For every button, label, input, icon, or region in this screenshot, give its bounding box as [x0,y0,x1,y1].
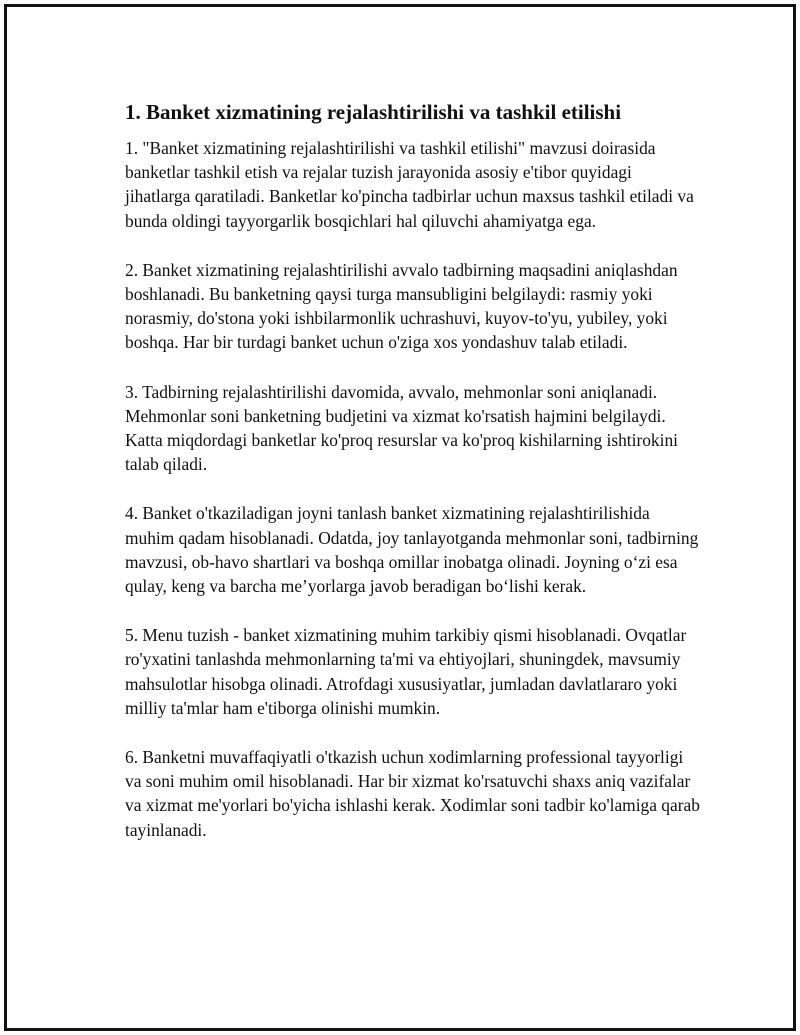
paragraph-6: 6. Banketni muvaffaqiyatli o'tkazish uchun xodimlarning professional tayyorligi va soni muhim omil hisoblanadi. Har bir xizmat ko'rsatuvchi shaxs aniq vazifalar va xizmat me'yorlari bo'yicha ishlashi kerak. Xodimlar soni tadbir ko'lamiga qarab tayinlanadi. [125,747,700,840]
page-frame [4,4,796,1031]
paragraph-2: 2. Banket xizmatining rejalashtirilishi avvalo tadbirning maqsadini aniqlashdan boshlanadi. Bu banketning qaysi turga mansubligini belgilaydi: rasmiy yoki norasmiy, do'stona yoki ishbilarmonlik uchrashuvi, kuyov-to'yu, yubiley, yoki boshqa. Har bir turdagi banket uchun o'ziga xos yondashuv talab etiladi. [125,259,678,353]
paragraph-4: 4. Banket o'tkaziladigan joyni tanlash banket xizmatining rejalashtirilishida muhim qadam hisoblanadi. Odatda, joy tanlayotganda mehmonlar soni, tadbirning mavzusi, ob-havo shartlari va boshqa omillar inobatga olinadi. Joyning o‘zi esa qulay, keng va barcha me’yorlarga javob beradigan bo‘lishi kerak. [125,503,699,597]
document-title: 1. Banket xizmatining rejalashtirilishi va tashkil etilishi [125,100,622,124]
paragraph-1: 1. "Banket xizmatining rejalashtirilishi va tashkil etilishi" mavzusi doirasida banketlar tashkil etish va rejalar tuzish jarayonida asosiy e'tibor quyidagi jihatlarga qaratiladi. Banketlar ko'pincha tadbirlar uchun maxsus tashkil etiladi va bunda oldingi tayyorgarlik bosqichlari hal qiluvchi ahamiyatga ega. [125,138,694,231]
paragraph-3: 3. Tadbirning rejalashtirilishi davomida, avvalo, mehmonlar soni aniqlanadi. Mehmonlar soni banketning budjetini va xizmat ko'rsatish hajmini belgilaydi. Katta miqdordagi banketlar ko'proq resurslar va ko'proq kishilarning ishtirokini talab qiladi. [125,381,678,475]
document-body [121,99,701,867]
paragraph-5: 5. Menu tuzish - banket xizmatining muhim tarkibiy qismi hisoblanadi. Ovqatlar ro'yxatini tanlashda mehmonlarning ta'mi va ehtiyojlari, shuningdek, mavsumiy mahsulotlar hisobga olinadi. Atrofdagi xususiyatlar, jumladan davlatlararo yoki milliy ta'mlar ham e'tiborga olinishi mumkin. [125,625,687,718]
